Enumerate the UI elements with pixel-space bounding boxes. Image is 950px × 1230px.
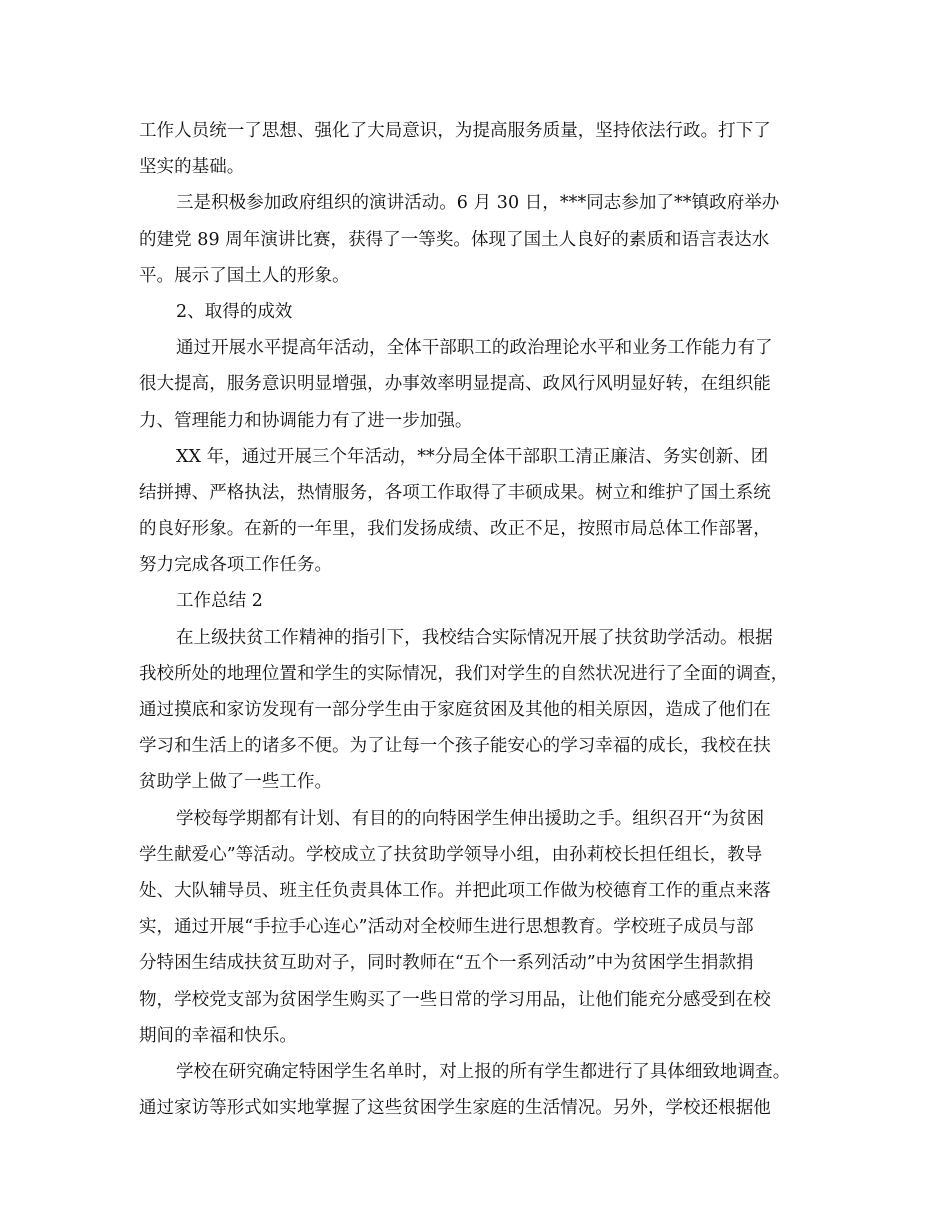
text-line: 学校每学期都有计划、有目的的向特困学生伸出援助之手。组织召开“为贫困 — [176, 808, 765, 829]
text-line: 学习和生活上的诸多不便。为了让每一个孩子能安心的学习幸福的成长，我校在扶 — [139, 736, 771, 757]
text-line: 学校在研究确定特困学生名单时，对上报的所有学生都进行了具体细致地调查。 — [176, 1061, 791, 1082]
section-heading: 工作总结 2 — [176, 591, 263, 612]
text-line: 工作人员统一了思想、强化了大局意识，为提高服务质量，坚持依法行政。打下了 — [139, 121, 771, 141]
text-line: 在上级扶贫工作精神的指引下，我校结合实际情况开展了扶贫助学活动。根据 — [176, 627, 773, 648]
text-line: 坚实的基础。 — [139, 157, 245, 178]
text-line: 结拼搏、严格执法，热情服务，各项工作取得了丰硕成果。树立和维护了国土系统 — [139, 482, 771, 503]
text-line: 力、管理能力和协调能力有了进一步加强。 — [139, 410, 473, 431]
text-line: 我校所处的地理位置和学生的实际情况，我们对学生的自然状况进行了全面的调查， — [139, 663, 789, 684]
text-line: 学生献爱心”等活动。学校成立了扶贫助学领导小组，由孙莉校长担任组长，教导 — [139, 844, 763, 865]
text-line: 通过家访等形式如实地掌握了这些贫困学生家庭的生活情况。另外，学校还根据他 — [139, 1098, 771, 1119]
text-line: 的建党 89 周年演讲比赛，获得了一等奖。体现了国土人良好的素质和语言表达水 — [139, 229, 770, 250]
text-line: 平。展示了国土人的形象。 — [139, 265, 350, 286]
text-line: 实，通过开展“手拉手心连心”活动对全校师生进行思想教育。学校班子成员与部 — [139, 917, 754, 938]
text-line: 三是积极参加政府组织的演讲活动。6 月 30 日，***同志参加了**镇政府举办 — [176, 193, 780, 214]
text-line: 处、大队辅导员、班主任负责具体工作。并把此项工作做为校德育工作的重点来落 — [139, 880, 771, 901]
document-body — [139, 113, 829, 1126]
text-line: 分特困生结成扶贫互助对子，同时教师在“五个一系列活动”中为贫困学生捐款捐 — [139, 953, 754, 974]
text-line: 通过摸底和家访发现有一部分学生由于家庭贫困及其他的相关原因，造成了他们在 — [139, 700, 771, 720]
text-line: 努力完成各项工作任务。 — [139, 555, 333, 576]
section-heading: 2、取得的成效 — [176, 301, 293, 322]
text-line: 很大提高，服务意识明显增强，办事效率明显提高、政风行风明显好转，在组织能 — [139, 374, 771, 395]
text-line: 贫助学上做了一些工作。 — [139, 772, 333, 793]
text-line: 物，学校党支部为贫困学生购买了一些日常的学习用品，让他们能充分感受到在校 — [139, 989, 771, 1010]
text-line: XX 年，通过开展三个年活动，**分局全体干部职工清正廉洁、务实创新、团 — [176, 446, 769, 467]
text-line: 通过开展水平提高年活动，全体干部职工的政治理论水平和业务工作能力有了 — [176, 338, 773, 359]
text-line: 期间的幸福和快乐。 — [139, 1025, 297, 1046]
text-line: 的良好形象。在新的一年里，我们发扬成绩、改正不足，按照市局总体工作部署， — [139, 519, 771, 540]
